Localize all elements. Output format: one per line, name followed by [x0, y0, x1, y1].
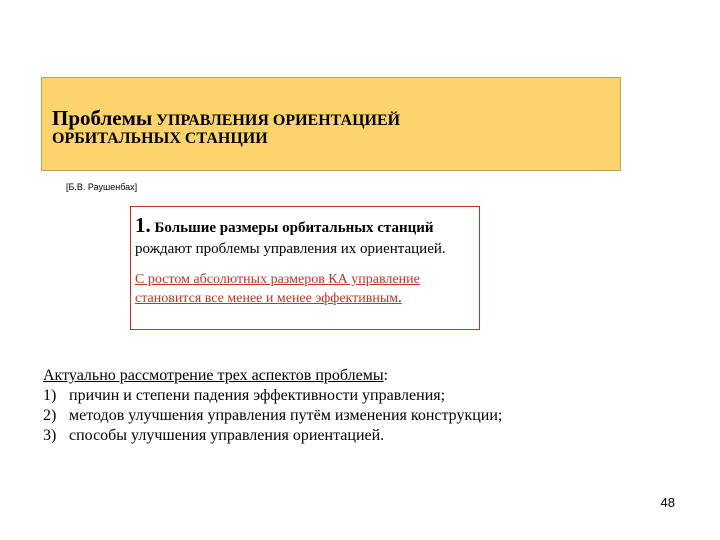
list-item-text: методов улучшения управления путём изменения конструкции;: [69, 407, 503, 424]
point-line2: рождают проблемы управления их ориентацией.: [135, 241, 446, 257]
aspects-heading: [43, 366, 502, 386]
list-item-text: причин и степени падения эффективности управления;: [69, 387, 446, 404]
attribution: [Б.В. Раушенбах]: [66, 182, 138, 192]
list-item: [43, 386, 502, 406]
title-box: [41, 77, 621, 171]
red-statement: С ростом абсолютных размеров КА управление становится все менее и менее эффективным: [135, 272, 420, 306]
title-rest: УПРАВЛЕНИЯ ОРИЕНТАЦИЕЙ: [152, 112, 401, 129]
slide-title-line2: ОРБИТАЛЬНЫХ СТАНЦИИ: [52, 130, 268, 147]
list-item: [43, 426, 502, 446]
title-first-word: Проблемы: [52, 106, 153, 130]
list-item: [43, 406, 502, 426]
point-box: [130, 206, 480, 330]
red-statement-period: .: [398, 291, 402, 306]
list-item-number: 2): [43, 407, 57, 424]
point-line1: [135, 213, 434, 238]
point-red-text: [135, 270, 475, 308]
page-number: 48: [660, 495, 675, 510]
point-number: 1.: [135, 213, 151, 237]
aspects-heading-colon: :: [383, 367, 389, 384]
point-text1: Большие размеры орбитальных станций: [150, 220, 434, 236]
list-item-number: 3): [43, 427, 57, 444]
list-item-number: 1): [43, 387, 57, 404]
slide-title-line1: [52, 106, 400, 131]
list-item-text: способы улучшения управления ориентацией.: [69, 427, 385, 444]
aspects-heading-text: Актуально рассмотрение трех аспектов проблемы: [43, 367, 384, 384]
aspects-list: [43, 366, 502, 446]
